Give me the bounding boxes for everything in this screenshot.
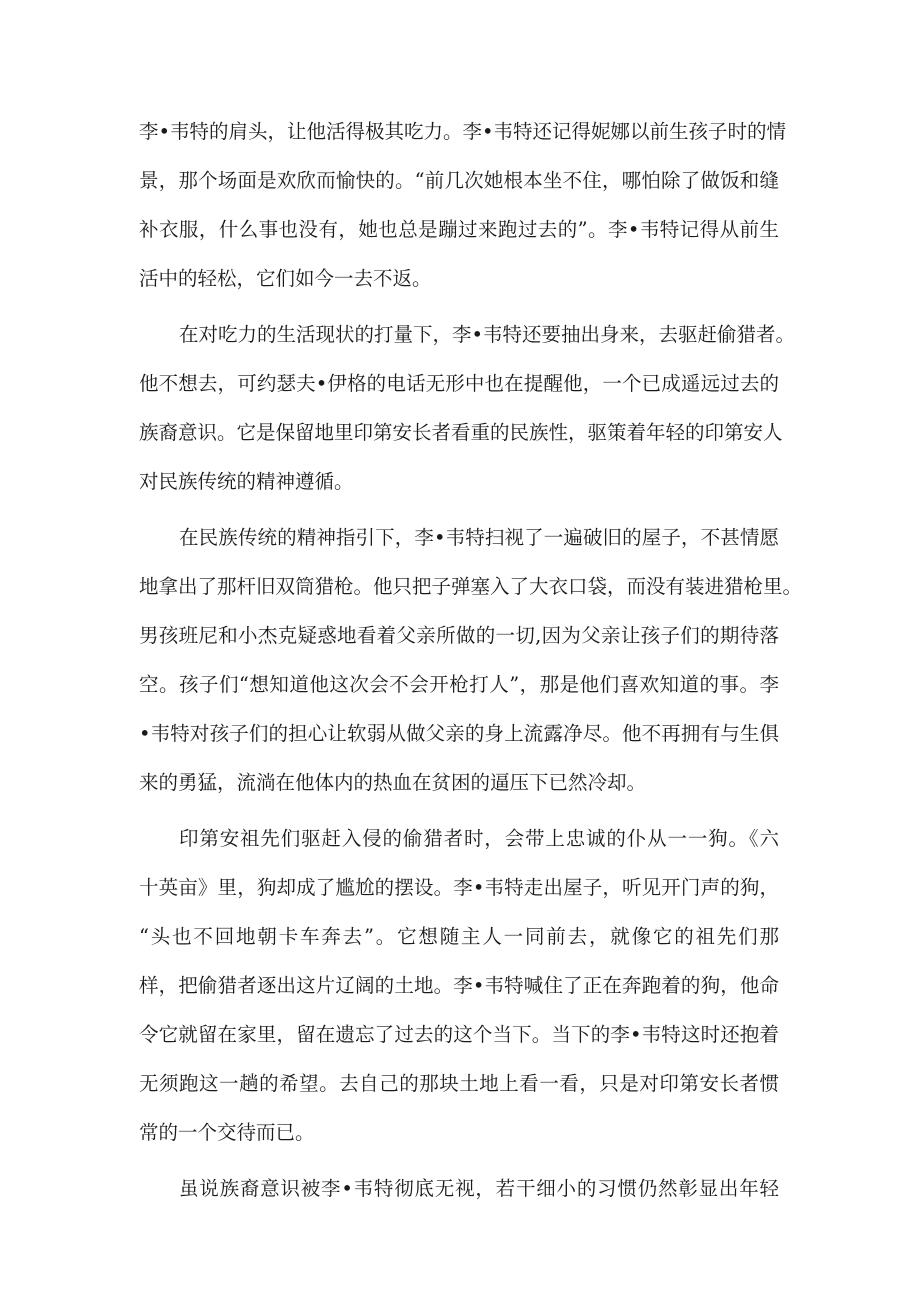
text-line: 十英亩》里，狗却成了尴尬的摆设。李•韦特走出屋子，听见开门声的狗， bbox=[139, 876, 779, 899]
text-line: 活中的轻松，它们如今一去不返。 bbox=[139, 267, 432, 290]
text-line: 无须跑这一趟的希望。去自己的那块土地上看一看，只是对印第安长者惯 bbox=[139, 1072, 779, 1095]
text-line: 虽说族裔意识被李•韦特彻底无视，若干细小的习惯仍然彰显出年轻 bbox=[179, 1177, 779, 1200]
text-line: 印第安祖先们驱赶入侵的偷猎者时，会带上忠诚的仆从一一狗。《六 bbox=[179, 827, 779, 850]
text-line: “头也不回地朝卡车奔去”。它想随主人一同前去，就像它的祖先们那 bbox=[139, 925, 779, 948]
text-line: 在对吃力的生活现状的打量下，李•韦特还要抽出身来，去驱赶偷猎者。 bbox=[179, 323, 796, 346]
text-line: •韦特对孩子们的担心让软弱从做父亲的身上流露净尽。他不再拥有与生俱 bbox=[139, 722, 779, 745]
text-line: 他不想去，可约瑟夫•伊格的电话无形中也在提醒他，一个已成遥远过去的 bbox=[139, 372, 779, 395]
text-line: 来的勇猛，流淌在他体内的热血在贫困的逼压下已然冷却。 bbox=[139, 771, 647, 794]
text-line: 常的一个交待而已。 bbox=[139, 1121, 315, 1144]
text-line: 男孩班尼和小杰克疑惑地看着父亲所做的一切,因为父亲让孩子们的期待落 bbox=[139, 624, 779, 647]
text-line: 李•韦特的肩头，让他活得极其吃力。李•韦特还记得妮娜以前生孩子时的情 bbox=[139, 120, 787, 143]
text-line: 对民族传统的精神遵循。 bbox=[139, 470, 354, 493]
text-line: 在民族传统的精神指引下，李•韦特扫视了一遍破旧的屋子，不甚情愿 bbox=[179, 526, 779, 549]
text-line: 地拿出了那杆旧双筒猎枪。他只把子弹塞入了大衣口袋，而没有装进猎枪里。 bbox=[139, 575, 803, 598]
text-line: 族裔意识。它是保留地里印第安长者看重的民族性，驱策着年轻的印第安人 bbox=[139, 421, 783, 444]
text-line: 样，把偷猎者逐出这片辽阔的土地。李•韦特喊住了正在奔跑着的狗，他命 bbox=[139, 974, 779, 997]
text-line: 令它就留在家里，留在遗忘了过去的这个当下。当下的李•韦特这时还抱着 bbox=[139, 1023, 779, 1046]
text-line: 空。孩子们“想知道他这次会不会开枪打人”，那是他们喜欢知道的事。李 bbox=[139, 673, 779, 696]
text-line: 补衣服，什么事也没有，她也总是蹦过来跑过去的”。李•韦特记得从前生 bbox=[139, 218, 779, 241]
text-line: 景，那个场面是欢欣而愉快的。“前几次她根本坐不住，哪怕除了做饭和缝 bbox=[139, 169, 779, 192]
